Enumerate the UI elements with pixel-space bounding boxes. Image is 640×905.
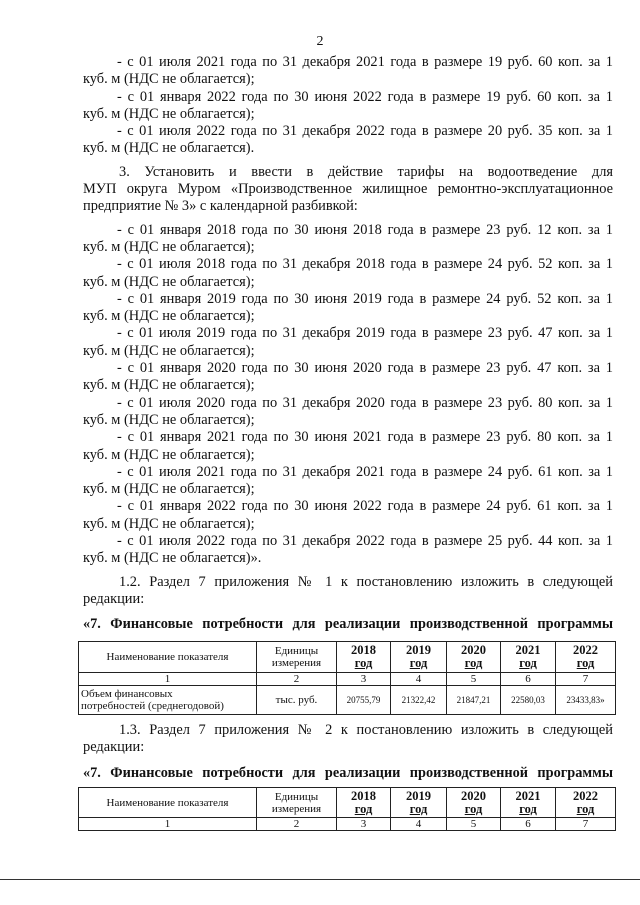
table-number-row bbox=[79, 818, 616, 831]
year-cell: 2022 год bbox=[556, 788, 616, 818]
value-cell: 20755,79 bbox=[337, 686, 391, 715]
text-line: куб. м (НДС не облагается); bbox=[83, 515, 255, 532]
text-line: куб. м (НДС не облагается); bbox=[83, 342, 255, 359]
text-line: - с 01 июля 2020 года по 31 декабря 2020 года в размере 23 руб. 80 коп. за 1 bbox=[117, 394, 613, 411]
column-number: 6 bbox=[501, 673, 556, 686]
text-line: куб. м (НДС не облагается). bbox=[83, 140, 255, 157]
text-line: куб. м (НДС не облагается); bbox=[83, 411, 255, 428]
text-line: - с 01 января 2018 года по 30 июня 2018 года в размере 23 руб. 12 коп. за 1 bbox=[117, 221, 613, 238]
header-cell: Наименование показателя bbox=[79, 788, 257, 818]
text-line: редакции: bbox=[83, 590, 145, 607]
text-line: куб. м (НДС не облагается); bbox=[83, 308, 255, 325]
text-line: - с 01 июля 2019 года по 31 декабря 2019 года в размере 23 руб. 47 коп. за 1 bbox=[117, 325, 613, 342]
text-line: - с 01 января 2020 года по 30 июня 2020 года в размере 23 руб. 47 коп. за 1 bbox=[117, 360, 613, 377]
year-cell: 2019 год bbox=[391, 642, 447, 673]
column-number: 6 bbox=[501, 818, 556, 831]
body-text bbox=[83, 54, 613, 608]
value-cell: 21322,42 bbox=[391, 686, 447, 715]
text-line: куб. м (НДС не облагается); bbox=[83, 105, 255, 122]
text-line: куб. м (НДС не облагается); bbox=[83, 377, 255, 394]
year-cell: 2020 год bbox=[447, 788, 501, 818]
value-cell: 23433,83» bbox=[556, 686, 616, 715]
table-number-row bbox=[79, 673, 616, 686]
column-number: 3 bbox=[337, 818, 391, 831]
text-line: - с 01 января 2022 года по 30 июня 2022 года в размере 19 руб. 60 коп. за 1 bbox=[117, 88, 613, 105]
text-line: МУП округа Муром «Производственное жилищное ремонтно-эксплуатационное bbox=[83, 181, 613, 198]
value-cell: 22580,03 bbox=[501, 686, 556, 715]
year-cell: 2019 год bbox=[391, 788, 447, 818]
table-row bbox=[79, 686, 616, 715]
page-bottom-rule bbox=[0, 879, 640, 880]
header-cell: Единицы измерения bbox=[257, 788, 337, 818]
body-text bbox=[83, 722, 613, 757]
text-line: - с 01 июля 2022 года по 31 декабря 2022 года в размере 20 руб. 35 коп. за 1 bbox=[117, 123, 613, 140]
header-cell: Наименование показателя bbox=[79, 642, 257, 673]
text-line: - с 01 июля 2018 года по 31 декабря 2018 года в размере 24 руб. 52 коп. за 1 bbox=[117, 256, 613, 273]
year-cell: 2021 год bbox=[501, 642, 556, 673]
column-number: 2 bbox=[257, 818, 337, 831]
text-line: куб. м (НДС не облагается)». bbox=[83, 550, 262, 567]
year-cell: 2022 год bbox=[556, 642, 616, 673]
row-label: Объем финансовых потребностей (среднегодовой) bbox=[79, 686, 257, 715]
text-line: - с 01 января 2021 года по 30 июня 2021 года в размере 23 руб. 80 коп. за 1 bbox=[117, 429, 613, 446]
text-line: 1.3. Раздел 7 приложения № 2 к постановлению изложить в следующей bbox=[119, 722, 613, 738]
table-header-row bbox=[79, 642, 616, 673]
column-number: 1 bbox=[79, 818, 257, 831]
section-heading: «7. Финансовые потребности для реализации производственной программы bbox=[83, 765, 613, 781]
year-cell: 2018 год bbox=[337, 788, 391, 818]
text-line: редакции: bbox=[83, 739, 145, 756]
text-line: - с 01 января 2022 года по 30 июня 2022 года в размере 24 руб. 61 коп. за 1 bbox=[117, 498, 613, 515]
unit-cell: тыс. руб. bbox=[257, 686, 337, 715]
year-cell: 2020 год bbox=[447, 642, 501, 673]
text-line: куб. м (НДС не облагается); bbox=[83, 481, 255, 498]
header-cell: Единицы измерения bbox=[257, 642, 337, 673]
column-number: 1 bbox=[79, 673, 257, 686]
year-cell: 2021 год bbox=[501, 788, 556, 818]
column-number: 7 bbox=[556, 818, 616, 831]
column-number: 4 bbox=[391, 673, 447, 686]
text-line: 3. Установить и ввести в действие тарифы на водоотведение для bbox=[119, 163, 613, 180]
text-line: - с 01 января 2019 года по 30 июня 2019 года в размере 24 руб. 52 коп. за 1 bbox=[117, 290, 613, 307]
table-header-row bbox=[79, 788, 616, 818]
text-line: - с 01 июля 2022 года по 31 декабря 2022 года в размере 25 руб. 44 коп. за 1 bbox=[117, 533, 613, 550]
value-cell: 21847,21 bbox=[447, 686, 501, 715]
text-line: куб. м (НДС не облагается); bbox=[83, 238, 255, 255]
column-number: 7 bbox=[556, 673, 616, 686]
text-line: куб. м (НДС не облагается); bbox=[83, 273, 255, 290]
text-line: - с 01 июля 2021 года по 31 декабря 2021 года в размере 19 руб. 60 коп. за 1 bbox=[117, 54, 613, 70]
text-line: 1.2. Раздел 7 приложения № 1 к постановлению изложить в следующей bbox=[119, 573, 613, 590]
page-number: 2 bbox=[316, 34, 324, 49]
column-number: 2 bbox=[257, 673, 337, 686]
column-number: 3 bbox=[337, 673, 391, 686]
text-line: куб. м (НДС не облагается); bbox=[83, 446, 255, 463]
year-cell: 2018 год bbox=[337, 642, 391, 673]
financial-table bbox=[78, 641, 616, 715]
column-number: 5 bbox=[447, 818, 501, 831]
section-heading: «7. Финансовые потребности для реализации производственной программы bbox=[83, 616, 613, 632]
text-line: предприятие № 3» с календарной разбивкой: bbox=[83, 198, 358, 215]
text-line: куб. м (НДС не облагается); bbox=[83, 71, 255, 88]
text-line: - с 01 июля 2021 года по 31 декабря 2021 года в размере 24 руб. 61 коп. за 1 bbox=[117, 463, 613, 480]
column-number: 5 bbox=[447, 673, 501, 686]
column-number: 4 bbox=[391, 818, 447, 831]
financial-table bbox=[78, 787, 616, 831]
